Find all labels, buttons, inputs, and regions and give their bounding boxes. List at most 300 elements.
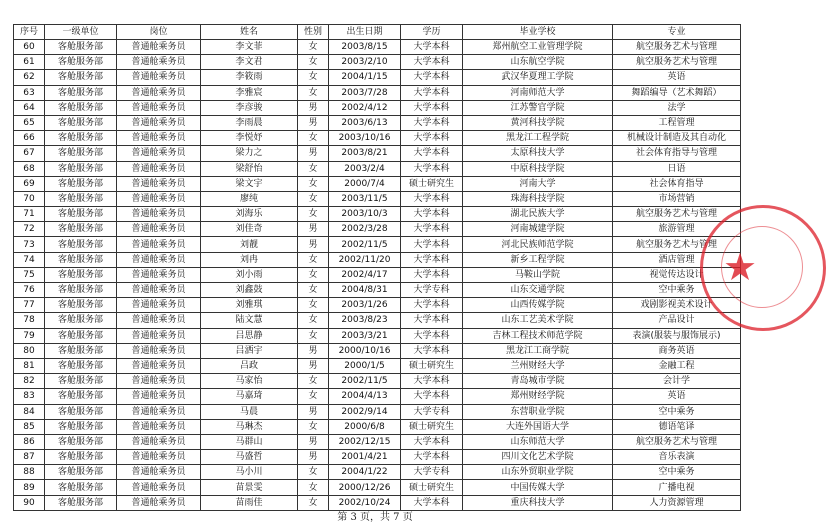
- cell-name: 李雨晨: [201, 115, 298, 130]
- cell-education: 大学本科: [401, 40, 463, 55]
- cell-birthdate: 2002/4/12: [329, 100, 401, 115]
- cell-unit: 客舱服务部: [45, 207, 117, 222]
- cell-unit: 客舱服务部: [45, 419, 117, 434]
- cell-major: 航空服务艺术与管理: [613, 237, 741, 252]
- cell-index: 85: [14, 419, 45, 434]
- table-row: [14, 100, 741, 115]
- cell-unit: 客舱服务部: [45, 176, 117, 191]
- table-row: [14, 131, 741, 146]
- cell-position: 普通舱乘务员: [117, 70, 201, 85]
- cell-name: 吕洒宇: [201, 343, 298, 358]
- cell-birthdate: 2000/10/16: [329, 343, 401, 358]
- cell-gender: 女: [298, 267, 329, 282]
- cell-name: 李悦妤: [201, 131, 298, 146]
- cell-education: 硕士研究生: [401, 358, 463, 373]
- cell-unit: 客舱服务部: [45, 495, 117, 510]
- seal-star-icon: ★: [723, 245, 758, 289]
- table-row: [14, 374, 741, 389]
- cell-education: 大学本科: [401, 434, 463, 449]
- cell-birthdate: 2003/11/5: [329, 191, 401, 206]
- col-header-education: 学历: [401, 25, 463, 40]
- cell-name: 刘雅琪: [201, 298, 298, 313]
- cell-education: 大学本科: [401, 495, 463, 510]
- table-row: [14, 343, 741, 358]
- cell-education: 大学本科: [401, 70, 463, 85]
- cell-school: 新乡工程学院: [463, 252, 613, 267]
- cell-school: 青岛城市学院: [463, 374, 613, 389]
- cell-unit: 客舱服务部: [45, 389, 117, 404]
- cell-position: 普通舱乘务员: [117, 207, 201, 222]
- cell-gender: 女: [298, 207, 329, 222]
- cell-unit: 客舱服务部: [45, 70, 117, 85]
- cell-birthdate: 2002/11/20: [329, 252, 401, 267]
- cell-unit: 客舱服务部: [45, 131, 117, 146]
- table-row: [14, 146, 741, 161]
- cell-index: 74: [14, 252, 45, 267]
- table-row: [14, 161, 741, 176]
- cell-name: 梁力之: [201, 146, 298, 161]
- cell-unit: 客舱服务部: [45, 100, 117, 115]
- cell-unit: 客舱服务部: [45, 115, 117, 130]
- cell-index: 87: [14, 450, 45, 465]
- cell-birthdate: 2003/3/21: [329, 328, 401, 343]
- cell-name: 李文君: [201, 55, 298, 70]
- cell-position: 普通舱乘务员: [117, 450, 201, 465]
- cell-education: 大学本科: [401, 222, 463, 237]
- cell-school: 山东交通学院: [463, 283, 613, 298]
- cell-birthdate: 2001/4/21: [329, 450, 401, 465]
- cell-birthdate: 2002/12/15: [329, 434, 401, 449]
- cell-unit: 客舱服务部: [45, 161, 117, 176]
- cell-gender: 女: [298, 298, 329, 313]
- cell-major: 空中乘务: [613, 465, 741, 480]
- cell-name: 马家怡: [201, 374, 298, 389]
- cell-birthdate: 2004/4/13: [329, 389, 401, 404]
- cell-birthdate: 2003/2/4: [329, 161, 401, 176]
- header-row: [14, 25, 741, 40]
- cell-name: 梁文宇: [201, 176, 298, 191]
- cell-index: 61: [14, 55, 45, 70]
- col-header-gender: 性别: [298, 25, 329, 40]
- cell-major: 航空服务艺术与管理: [613, 434, 741, 449]
- cell-gender: 女: [298, 465, 329, 480]
- cell-position: 普通舱乘务员: [117, 434, 201, 449]
- cell-gender: 女: [298, 85, 329, 100]
- cell-major: 社会体育指导: [613, 176, 741, 191]
- cell-index: 72: [14, 222, 45, 237]
- cell-birthdate: 2003/1/26: [329, 298, 401, 313]
- cell-birthdate: 2000/12/26: [329, 480, 401, 495]
- cell-school: 山东工艺美术学院: [463, 313, 613, 328]
- cell-school: 四川文化艺术学院: [463, 450, 613, 465]
- cell-education: 大学本科: [401, 298, 463, 313]
- cell-school: 马鞍山学院: [463, 267, 613, 282]
- page-footer: 第 3 页，共 7 页: [337, 512, 413, 523]
- cell-school: 太原科技大学: [463, 146, 613, 161]
- cell-unit: 客舱服务部: [45, 55, 117, 70]
- cell-position: 普通舱乘务员: [117, 237, 201, 252]
- cell-index: 83: [14, 389, 45, 404]
- cell-index: 71: [14, 207, 45, 222]
- cell-unit: 客舱服务部: [45, 267, 117, 282]
- cell-education: 大学本科: [401, 374, 463, 389]
- cell-school: 江苏警官学院: [463, 100, 613, 115]
- cell-education: 硕士研究生: [401, 480, 463, 495]
- cell-position: 普通舱乘务员: [117, 100, 201, 115]
- cell-gender: 男: [298, 115, 329, 130]
- cell-major: 金融工程: [613, 358, 741, 373]
- cell-gender: 女: [298, 191, 329, 206]
- cell-major: 会计学: [613, 374, 741, 389]
- cell-major: 视觉传达设计: [613, 267, 741, 282]
- cell-birthdate: 2000/7/4: [329, 176, 401, 191]
- cell-name: 马嘉琦: [201, 389, 298, 404]
- cell-education: 大学本科: [401, 252, 463, 267]
- table-row: [14, 252, 741, 267]
- cell-birthdate: 2003/8/15: [329, 40, 401, 55]
- cell-index: 88: [14, 465, 45, 480]
- cell-position: 普通舱乘务员: [117, 389, 201, 404]
- cell-unit: 客舱服务部: [45, 480, 117, 495]
- cell-education: 大学本科: [401, 146, 463, 161]
- table-row: [14, 40, 741, 55]
- cell-education: 大学本科: [401, 85, 463, 100]
- col-header-name: 姓名: [201, 25, 298, 40]
- cell-major: 空中乘务: [613, 283, 741, 298]
- table-row: [14, 207, 741, 222]
- cell-gender: 女: [298, 328, 329, 343]
- cell-education: 大学本科: [401, 389, 463, 404]
- cell-school: 河南城建学院: [463, 222, 613, 237]
- cell-unit: 客舱服务部: [45, 450, 117, 465]
- cell-gender: 男: [298, 237, 329, 252]
- cell-name: 李雅宸: [201, 85, 298, 100]
- table-row: [14, 450, 741, 465]
- cell-education: 大学本科: [401, 267, 463, 282]
- cell-gender: 女: [298, 389, 329, 404]
- cell-education: 硕士研究生: [401, 419, 463, 434]
- cell-index: 66: [14, 131, 45, 146]
- cell-school: 郑州航空工业管理学院: [463, 40, 613, 55]
- cell-birthdate: 2002/10/24: [329, 495, 401, 510]
- cell-education: 大学本科: [401, 191, 463, 206]
- cell-gender: 男: [298, 100, 329, 115]
- cell-position: 普通舱乘务员: [117, 328, 201, 343]
- table-body: [14, 40, 741, 511]
- cell-education: 大学本科: [401, 207, 463, 222]
- cell-position: 普通舱乘务员: [117, 358, 201, 373]
- cell-index: 77: [14, 298, 45, 313]
- cell-education: 大学专科: [401, 404, 463, 419]
- cell-major: 戏剧影视美术设计: [613, 298, 741, 313]
- cell-school: 黑龙江工程学院: [463, 131, 613, 146]
- cell-unit: 客舱服务部: [45, 222, 117, 237]
- cell-name: 李文菲: [201, 40, 298, 55]
- cell-index: 73: [14, 237, 45, 252]
- cell-position: 普通舱乘务员: [117, 252, 201, 267]
- cell-position: 普通舱乘务员: [117, 161, 201, 176]
- cell-index: 62: [14, 70, 45, 85]
- cell-education: 大学专科: [401, 283, 463, 298]
- cell-position: 普通舱乘务员: [117, 495, 201, 510]
- cell-birthdate: 2004/1/22: [329, 465, 401, 480]
- cell-major: 音乐表演: [613, 450, 741, 465]
- cell-index: 86: [14, 434, 45, 449]
- cell-school: 武汉华夏理工学院: [463, 70, 613, 85]
- cell-birthdate: 2003/6/13: [329, 115, 401, 130]
- cell-birthdate: 2004/8/31: [329, 283, 401, 298]
- cell-birthdate: 2002/11/5: [329, 374, 401, 389]
- cell-birthdate: 2003/8/21: [329, 146, 401, 161]
- cell-major: 产品设计: [613, 313, 741, 328]
- cell-gender: 女: [298, 70, 329, 85]
- cell-name: 马小川: [201, 465, 298, 480]
- cell-index: 63: [14, 85, 45, 100]
- cell-school: 郑州财经学院: [463, 389, 613, 404]
- cell-school: 黄河科技学院: [463, 115, 613, 130]
- cell-name: 廖纯: [201, 191, 298, 206]
- cell-education: 大学本科: [401, 55, 463, 70]
- cell-major: 航空服务艺术与管理: [613, 40, 741, 55]
- cell-gender: 女: [298, 161, 329, 176]
- cell-school: 东营职业学院: [463, 404, 613, 419]
- cell-gender: 男: [298, 404, 329, 419]
- cell-unit: 客舱服务部: [45, 40, 117, 55]
- cell-major: 商务英语: [613, 343, 741, 358]
- roster-table: [13, 24, 741, 511]
- cell-position: 普通舱乘务员: [117, 343, 201, 358]
- cell-major: 德语笔译: [613, 419, 741, 434]
- cell-name: 刘鑫鼓: [201, 283, 298, 298]
- cell-school: 河北民族师范学院: [463, 237, 613, 252]
- cell-name: 马琳杰: [201, 419, 298, 434]
- cell-index: 67: [14, 146, 45, 161]
- cell-unit: 客舱服务部: [45, 434, 117, 449]
- table-row: [14, 85, 741, 100]
- cell-school: 大连外国语大学: [463, 419, 613, 434]
- cell-birthdate: 2002/11/5: [329, 237, 401, 252]
- cell-index: 90: [14, 495, 45, 510]
- cell-major: 空中乘务: [613, 404, 741, 419]
- cell-index: 65: [14, 115, 45, 130]
- cell-school: 河南师范大学: [463, 85, 613, 100]
- cell-unit: 客舱服务部: [45, 465, 117, 480]
- cell-position: 普通舱乘务员: [117, 55, 201, 70]
- cell-name: 刘冉: [201, 252, 298, 267]
- col-header-major: 专业: [613, 25, 741, 40]
- table-row: [14, 55, 741, 70]
- cell-position: 普通舱乘务员: [117, 480, 201, 495]
- cell-name: 刘小雨: [201, 267, 298, 282]
- cell-gender: 女: [298, 313, 329, 328]
- cell-index: 81: [14, 358, 45, 373]
- cell-index: 68: [14, 161, 45, 176]
- cell-index: 89: [14, 480, 45, 495]
- table-row: [14, 465, 741, 480]
- table-row: [14, 191, 741, 206]
- cell-position: 普通舱乘务员: [117, 85, 201, 100]
- cell-major: 广播电视: [613, 480, 741, 495]
- cell-position: 普通舱乘务员: [117, 176, 201, 191]
- table-row: [14, 115, 741, 130]
- cell-education: 大学本科: [401, 313, 463, 328]
- cell-name: 刘佳奇: [201, 222, 298, 237]
- cell-gender: 女: [298, 40, 329, 55]
- cell-school: 山东师范大学: [463, 434, 613, 449]
- cell-index: 82: [14, 374, 45, 389]
- cell-major: 舞蹈编导（艺术舞蹈）: [613, 85, 741, 100]
- cell-gender: 男: [298, 358, 329, 373]
- cell-unit: 客舱服务部: [45, 252, 117, 267]
- cell-education: 大学本科: [401, 237, 463, 252]
- cell-birthdate: 2000/1/5: [329, 358, 401, 373]
- cell-unit: 客舱服务部: [45, 374, 117, 389]
- cell-school: 湖北民族大学: [463, 207, 613, 222]
- cell-name: 李筱雨: [201, 70, 298, 85]
- cell-gender: 男: [298, 450, 329, 465]
- cell-birthdate: 2003/8/23: [329, 313, 401, 328]
- cell-school: 河南大学: [463, 176, 613, 191]
- cell-index: 76: [14, 283, 45, 298]
- cell-major: 日语: [613, 161, 741, 176]
- table-row: [14, 419, 741, 434]
- cell-index: 78: [14, 313, 45, 328]
- cell-name: 苗景雯: [201, 480, 298, 495]
- cell-gender: 男: [298, 343, 329, 358]
- cell-birthdate: 2003/2/10: [329, 55, 401, 70]
- cell-unit: 客舱服务部: [45, 298, 117, 313]
- cell-unit: 客舱服务部: [45, 146, 117, 161]
- cell-major: 航空服务艺术与管理: [613, 55, 741, 70]
- cell-unit: 客舱服务部: [45, 237, 117, 252]
- cell-index: 80: [14, 343, 45, 358]
- table-row: [14, 237, 741, 252]
- col-header-birthdate: 出生日期: [329, 25, 401, 40]
- table-row: [14, 328, 741, 343]
- cell-gender: 女: [298, 176, 329, 191]
- cell-birthdate: 2003/7/28: [329, 85, 401, 100]
- cell-school: 中原科技学院: [463, 161, 613, 176]
- table-row: [14, 480, 741, 495]
- cell-education: 大学本科: [401, 131, 463, 146]
- cell-name: 吕思静: [201, 328, 298, 343]
- cell-education: 大学本科: [401, 100, 463, 115]
- roster-sheet: [13, 24, 740, 511]
- cell-position: 普通舱乘务员: [117, 40, 201, 55]
- cell-gender: 女: [298, 55, 329, 70]
- cell-major: 机械设计制造及其自动化: [613, 131, 741, 146]
- table-row: [14, 222, 741, 237]
- cell-name: 马晨: [201, 404, 298, 419]
- cell-major: 市场营销: [613, 191, 741, 206]
- cell-birthdate: 2002/3/28: [329, 222, 401, 237]
- cell-major: 表演(服装与服饰展示): [613, 328, 741, 343]
- cell-gender: 女: [298, 495, 329, 510]
- cell-birthdate: 2000/6/8: [329, 419, 401, 434]
- cell-school: 山西传媒学院: [463, 298, 613, 313]
- cell-position: 普通舱乘务员: [117, 115, 201, 130]
- table-row: [14, 283, 741, 298]
- cell-school: 中国传媒大学: [463, 480, 613, 495]
- cell-unit: 客舱服务部: [45, 404, 117, 419]
- cell-position: 普通舱乘务员: [117, 465, 201, 480]
- cell-birthdate: 2003/10/3: [329, 207, 401, 222]
- cell-gender: 男: [298, 434, 329, 449]
- cell-major: 旅游管理: [613, 222, 741, 237]
- cell-index: 64: [14, 100, 45, 115]
- cell-education: 大学本科: [401, 115, 463, 130]
- cell-major: 酒店管理: [613, 252, 741, 267]
- cell-position: 普通舱乘务员: [117, 419, 201, 434]
- cell-position: 普通舱乘务员: [117, 267, 201, 282]
- cell-education: 硕士研究生: [401, 176, 463, 191]
- cell-position: 普通舱乘务员: [117, 313, 201, 328]
- cell-name: 苗雨佳: [201, 495, 298, 510]
- cell-name: 马盛哲: [201, 450, 298, 465]
- cell-gender: 男: [298, 222, 329, 237]
- cell-major: 英语: [613, 70, 741, 85]
- table-row: [14, 389, 741, 404]
- cell-name: 马群山: [201, 434, 298, 449]
- cell-unit: 客舱服务部: [45, 343, 117, 358]
- cell-unit: 客舱服务部: [45, 328, 117, 343]
- cell-major: 英语: [613, 389, 741, 404]
- col-header-school: 毕业学校: [463, 25, 613, 40]
- table-row: [14, 313, 741, 328]
- cell-major: 社会体育指导与管理: [613, 146, 741, 161]
- cell-unit: 客舱服务部: [45, 313, 117, 328]
- table-row: [14, 434, 741, 449]
- cell-name: 刘靓: [201, 237, 298, 252]
- col-header-unit: 一级单位: [45, 25, 117, 40]
- cell-index: 79: [14, 328, 45, 343]
- table-row: [14, 404, 741, 419]
- table-row: [14, 176, 741, 191]
- cell-major: 航空服务艺术与管理: [613, 207, 741, 222]
- cell-gender: 女: [298, 419, 329, 434]
- cell-gender: 女: [298, 252, 329, 267]
- table-row: [14, 267, 741, 282]
- cell-education: 大学专科: [401, 465, 463, 480]
- cell-major: 工程管理: [613, 115, 741, 130]
- cell-birthdate: 2004/1/15: [329, 70, 401, 85]
- cell-school: 山东航空学院: [463, 55, 613, 70]
- cell-position: 普通舱乘务员: [117, 146, 201, 161]
- cell-position: 普通舱乘务员: [117, 298, 201, 313]
- cell-name: 梁舒怡: [201, 161, 298, 176]
- cell-education: 大学本科: [401, 450, 463, 465]
- cell-unit: 客舱服务部: [45, 85, 117, 100]
- red-seal-stamp: [700, 205, 826, 331]
- cell-position: 普通舱乘务员: [117, 222, 201, 237]
- cell-name: 陆文慧: [201, 313, 298, 328]
- cell-school: 山东外贸职业学院: [463, 465, 613, 480]
- cell-position: 普通舱乘务员: [117, 283, 201, 298]
- cell-school: 黑龙江工商学院: [463, 343, 613, 358]
- cell-gender: 女: [298, 131, 329, 146]
- cell-name: 刘海乐: [201, 207, 298, 222]
- cell-index: 75: [14, 267, 45, 282]
- cell-position: 普通舱乘务员: [117, 404, 201, 419]
- cell-index: 70: [14, 191, 45, 206]
- cell-name: 李彦骏: [201, 100, 298, 115]
- cell-gender: 女: [298, 480, 329, 495]
- cell-education: 大学本科: [401, 161, 463, 176]
- cell-major: 法学: [613, 100, 741, 115]
- cell-index: 60: [14, 40, 45, 55]
- cell-position: 普通舱乘务员: [117, 374, 201, 389]
- cell-school: 兰州财经大学: [463, 358, 613, 373]
